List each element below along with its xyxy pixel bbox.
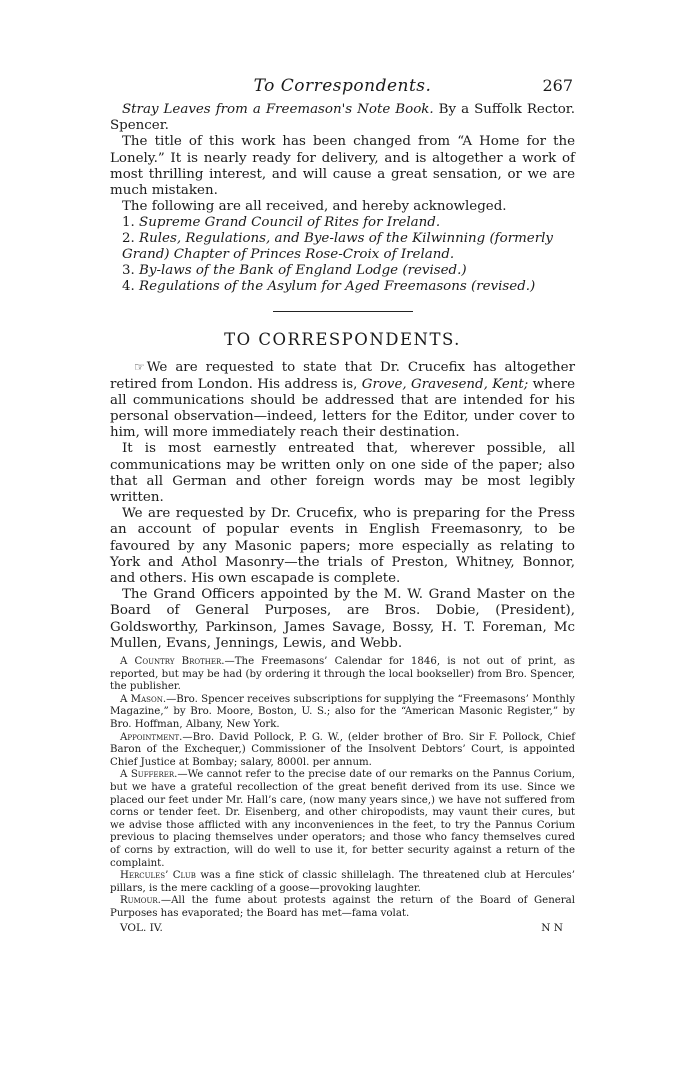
- note-lead: Hercules’ Club: [120, 870, 196, 882]
- paragraph-text: where all communications should be addressed that are intended for his personal observation—indeed, letters for the Editor, under cover to him, will more immediately reach their destination.: [110, 376, 576, 441]
- page: [110, 72, 575, 938]
- received-item: [110, 231, 575, 263]
- received-item-number: 4.: [122, 279, 135, 295]
- received-intro: The following are all received, and hereby acknowleged.: [122, 199, 507, 215]
- paragraph-text: We are requested to state that Dr. Crucefix has altogether retired from London. His address is,: [110, 360, 575, 392]
- book-notice: [110, 102, 575, 134]
- received-item-number: 2.: [122, 231, 135, 247]
- note-text: —Bro. David Pollock, P. G. W., (elder brother of Bro. Sir F. Pollock, Chief Baron of the Exchequer,) Commissioner of the Insolvent Debtors’ Court, is appointed Chief Justice at Bombay; salary, 8000l. per annum.: [110, 731, 575, 768]
- received-item-text: Regulations of the Asylum for Aged Freemasons (revised.): [139, 279, 536, 295]
- book-notice-body: The title of this work has been changed from “A Home for the Lonely.” It is nearly ready for delivery, and is altogether a work of most thrilling interest, and will cause a great sensation, or we are much mistaken.: [110, 134, 575, 199]
- note-lead: A Country Brother.: [120, 656, 225, 668]
- correspondent-note: [110, 895, 575, 920]
- received-item-number: 1.: [122, 215, 135, 231]
- correspondents-paragraph: We are requested by Dr. Crucefix, who is preparing for the Press an account of popular events in English Freemasonry, to be favoured by any Masonic papers; more especially as relating to York and Athol Masonry—the trials of Preston, Whitney, Bonnor, and others. His own escapade is complete.: [110, 506, 575, 587]
- volume-label: VOL. IV.: [120, 921, 163, 934]
- correspondents-paragraph: It is most earnestly entreated that, wherever possible, all communications may be written only on one side of the paper; also that all German and other foreign words may be most legibly written.: [110, 441, 575, 506]
- correspondent-note: [110, 694, 575, 732]
- book-title: Stray Leaves from a Freemason's Note Book.: [122, 102, 434, 117]
- note-lead: Appointment.: [120, 731, 183, 743]
- received-item-text: Rules, Regulations, and Bye-laws of the Kilwinning (formerly Grand) Chapter of Princes Rose-Croix of Ireland.: [122, 231, 553, 263]
- received-item-text: By-laws of the Bank of England Lodge (revised.): [139, 263, 467, 279]
- note-text: —The Freemasons’ Calendar for 1846, is not out of print, as reported, but may be had (by ordering it through the local bookseller) from Bro. Spencer, the publisher.: [110, 656, 576, 693]
- received-item: [110, 215, 575, 231]
- received-item: [110, 279, 575, 295]
- correspondents-paragraph: [110, 359, 575, 441]
- running-title: To Correspondents.: [253, 76, 432, 96]
- note-text: —All the fume about protests against the return of the Board of General Purposes has evaporated; the Board has met—fama volat.: [110, 895, 575, 919]
- received-item-text: Supreme Grand Council of Rites for Ireland.: [139, 215, 441, 231]
- crucefix-address: Grove, Gravesend, Kent;: [361, 376, 529, 392]
- correspondent-note: [110, 769, 575, 870]
- correspondent-note: [110, 732, 575, 770]
- pointing-hand-icon: ☞: [134, 360, 145, 375]
- section-heading: TO CORRESPONDENTS.: [224, 330, 461, 350]
- page-footer: [110, 922, 575, 938]
- correspondent-note: [110, 656, 575, 694]
- note-lead: Rumour.: [120, 895, 161, 907]
- note-lead: A Sufferer.: [120, 769, 178, 781]
- book-author: By a Suffolk Rector. Spencer.: [110, 102, 575, 134]
- correspondent-note: [110, 870, 575, 895]
- note-text: —We cannot refer to the precise date of our remarks on the Pannus Corium, but we have a grateful recollection of the great benefit derived from its use. Since we placed our feet under Mr. Hall’s care, (now many years since,) we have not suffered from corns or tender feet. Dr. Eisenberg, and other chiropodists, may vaunt their cures, but we advise those afflicted with any inconveniences in the feet, to try the Pannus Corium previous to placing themselves under operators; and those who fancy themselves cured of corns by extraction, will do well to use it, for better security against a return of the complaint.: [110, 769, 575, 869]
- section-divider: [273, 311, 413, 312]
- page-number: 267: [542, 76, 573, 95]
- signature-mark: N N: [541, 921, 563, 934]
- page-header: [110, 72, 575, 102]
- note-lead: A Mason.: [120, 693, 167, 705]
- received-item: [110, 263, 575, 279]
- note-text: —Bro. Spencer receives subscriptions for supplying the “Freemasons’ Monthly Magazine,” by Bro. Moore, Boston, U. S.; also for the “American Masonic Register,” by Bro. Hoffman, Albany, New York.: [110, 693, 575, 731]
- correspondents-paragraph: The Grand Officers appointed by the M. W. Grand Master on the Board of General Purposes, are Bros. Dobie, (President), Goldsworthy, Parkinson, James Savage, Bossy, H. T. Foreman, Mc Mullen, Evans, Jennings, Lewis, and Webb.: [110, 587, 575, 651]
- note-text: was a fine stick of classic shillelagh. The threatened club at Hercules’ pillars, is the mere cackling of a goose—provoking laughter.: [110, 870, 576, 894]
- received-item-number: 3.: [122, 263, 135, 279]
